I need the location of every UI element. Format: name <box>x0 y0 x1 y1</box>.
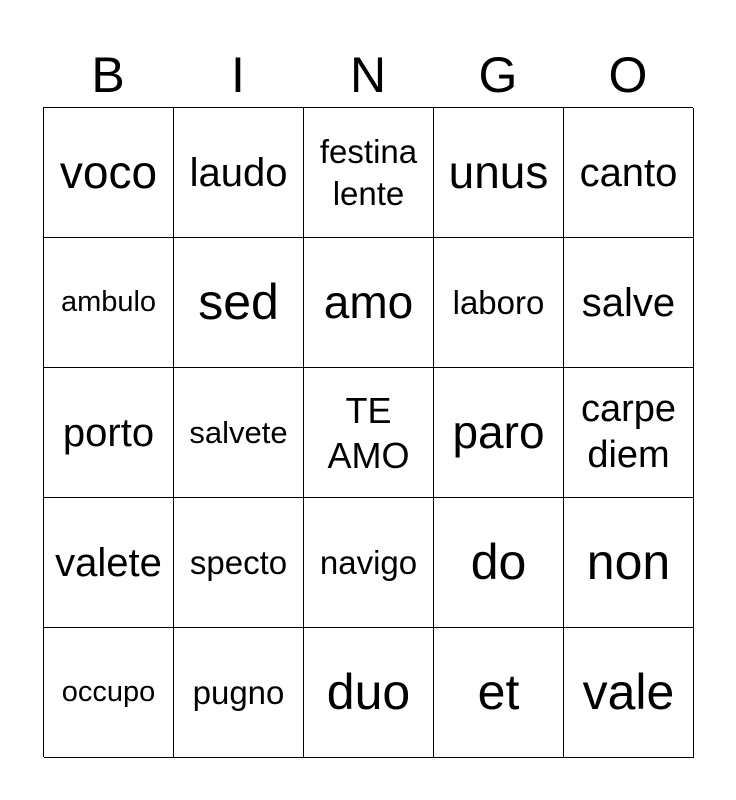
bingo-cell[interactable] <box>434 108 564 238</box>
bingo-cell[interactable] <box>564 238 694 368</box>
cell-text: sed <box>198 274 279 331</box>
bingo-cell[interactable] <box>174 628 304 758</box>
bingo-cell[interactable] <box>434 628 564 758</box>
cell-text: unus <box>448 146 549 199</box>
cell-text: salvete <box>189 414 288 450</box>
bingo-cell[interactable] <box>564 498 694 628</box>
cell-text: carpe diem <box>580 387 677 476</box>
cell-text: non <box>586 534 671 591</box>
bingo-cell[interactable] <box>304 498 434 628</box>
bingo-cell[interactable] <box>304 628 434 758</box>
bingo-cell[interactable] <box>174 498 304 628</box>
cell-text: canto <box>579 150 678 195</box>
header-letter-o: O <box>608 47 648 103</box>
bingo-cell[interactable] <box>174 238 304 368</box>
cell-text: duo <box>326 664 411 721</box>
cell-text: do <box>470 534 527 591</box>
bingo-cell[interactable] <box>564 108 694 238</box>
cell-text: amo <box>323 276 414 329</box>
cell-text: occupo <box>61 676 156 709</box>
cell-text: ambulo <box>60 286 157 319</box>
header-letter-g: G <box>478 47 518 103</box>
cell-text: valete <box>55 540 162 585</box>
header-letter-b: B <box>91 47 125 103</box>
cell-text: et <box>477 664 520 721</box>
bingo-cell[interactable] <box>564 628 694 758</box>
cell-text: navigo <box>319 543 418 581</box>
bingo-cell[interactable] <box>434 238 564 368</box>
bingo-cell[interactable] <box>564 368 694 498</box>
header-letter-n: N <box>349 47 387 103</box>
bingo-cell[interactable] <box>174 368 304 498</box>
cell-text: laudo <box>189 150 288 195</box>
cell-text: vale <box>582 664 675 721</box>
cell-text: festina lente <box>319 133 418 212</box>
bingo-cell-free[interactable] <box>304 368 434 498</box>
bingo-board <box>43 107 693 757</box>
bingo-cell[interactable] <box>44 628 174 758</box>
cell-text: laboro <box>452 283 545 321</box>
bingo-cell[interactable] <box>44 368 174 498</box>
bingo-cell[interactable] <box>434 498 564 628</box>
bingo-header <box>43 44 693 106</box>
bingo-cell[interactable] <box>44 238 174 368</box>
cell-text: voco <box>59 146 158 199</box>
bingo-cell[interactable] <box>174 108 304 238</box>
cell-text: porto <box>62 410 155 455</box>
cell-text: TE AMO <box>327 389 410 476</box>
bingo-cell[interactable] <box>434 368 564 498</box>
cell-text: pugno <box>192 673 285 711</box>
bingo-cell[interactable] <box>44 498 174 628</box>
cell-text: salve <box>581 280 676 325</box>
cell-text: paro <box>452 406 545 459</box>
cell-text: specto <box>189 543 288 581</box>
bingo-cell[interactable] <box>44 108 174 238</box>
header-letter-i: I <box>231 47 245 103</box>
bingo-cell[interactable] <box>304 238 434 368</box>
bingo-cell[interactable] <box>304 108 434 238</box>
